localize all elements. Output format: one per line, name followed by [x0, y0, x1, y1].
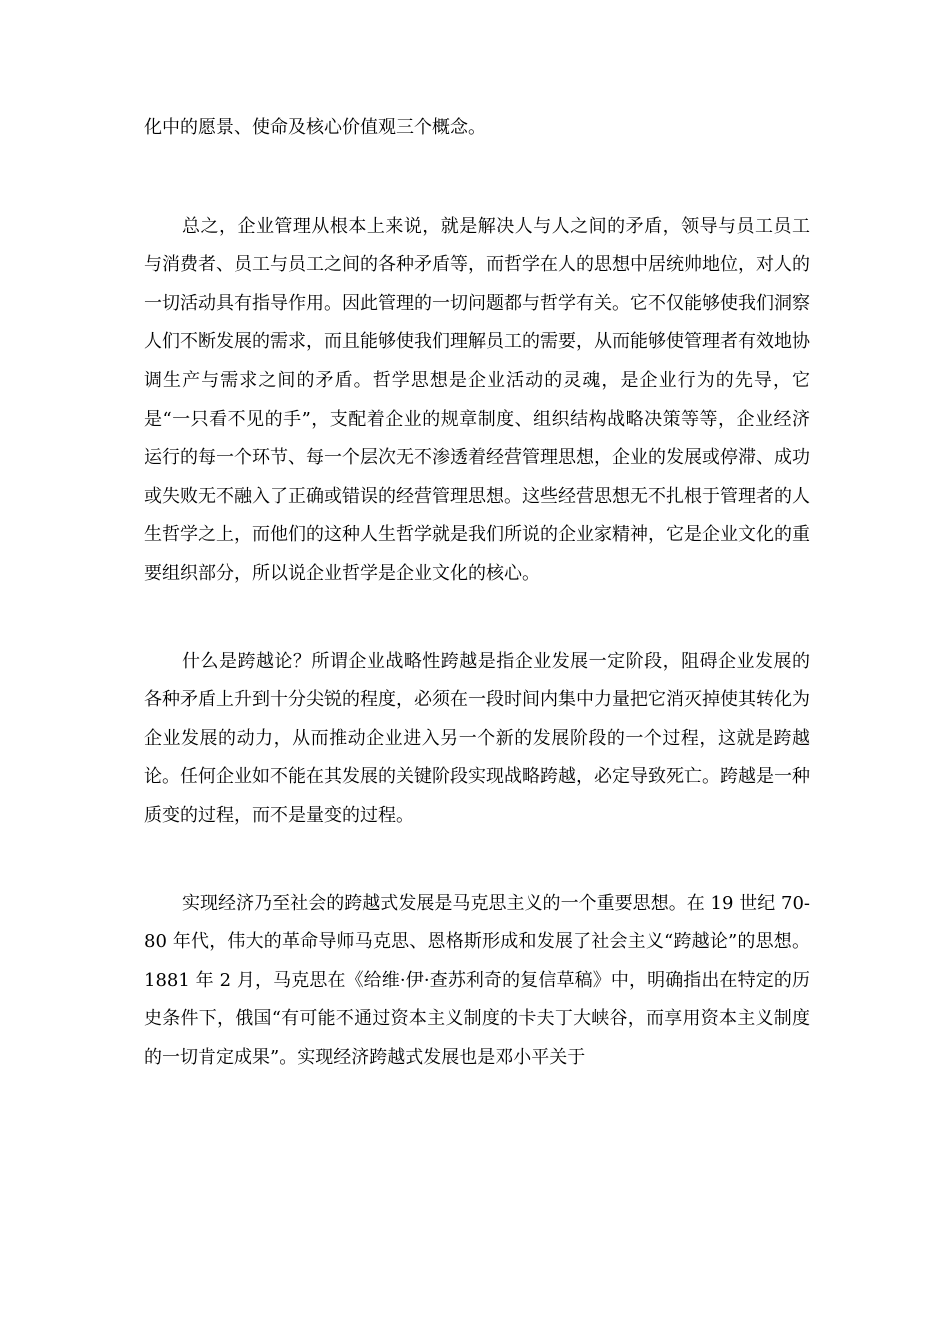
paragraph-philosophy-core: 总之，企业管理从根本上来说，就是解决人与人之间的矛盾，领导与员工员工与消费者、员工与员工之间的各种矛盾等，而哲学在人的思想中居统帅地位，对人的一切活动具有指导作用。因此管理的一切问题都与哲学有关。它不仅能够使我们洞察人们不断发展的需求，而且能够使我们理解员工的需要，从而能够使管理者有效地协调生产与需求之间的矛盾。哲学思想是企业活动的灵魂，是企业行为的先导，它是“一只看不见的手”，支配着企业的规章制度、组织结构战略决策等等，企业经济运行的每一个环节、每一个层次无不渗透着经营管理思想，企业的发展或停滞、成功或失败无不融入了正确或错误的经营管理思想。这些经营思想无不扎根于管理者的人生哲学之上，而他们的这种人生哲学就是我们所说的企业家精神，它是企业文化的重要组织部分，所以说企业哲学是企业文化的核心。 — [144, 215, 810, 584]
paragraph-marxism-leap: 实现经济乃至社会的跨越式发展是马克思主义的一个重要思想。在 19 世纪 70-80 年代，伟大的革命导师马克思、恩格斯形成和发展了社会主义“跨越论”的思想。1881 年 2 月，马克思在《给维·伊·查苏利奇的复信草稿》中，明确指出在特定的历史条件下，俄国“有可能不通过资本主义制度的卡夫丁大峡谷，而享用资本主义制度的一切肯定成果”。实现经济跨越式发展也是邓小平关于 — [144, 892, 810, 1068]
paragraph-leap-theory: 什么是跨越论？所谓企业战略性跨越是指企业发展一定阶段，阻碍企业发展的各种矛盾上升到十分尖锐的程度，必须在一段时间内集中力量把它消灭掉使其转化为企业发展的动力，从而推动企业进入另一个新的发展阶段的一个过程，这就是跨越论。任何企业如不能在其发展的关键阶段实现战略跨越，必定导致死亡。跨越是一种质变的过程，而不是量变的过程。 — [144, 650, 810, 826]
paragraph-continuation: 化中的愿景、使命及核心价值观三个概念。 — [144, 117, 486, 138]
